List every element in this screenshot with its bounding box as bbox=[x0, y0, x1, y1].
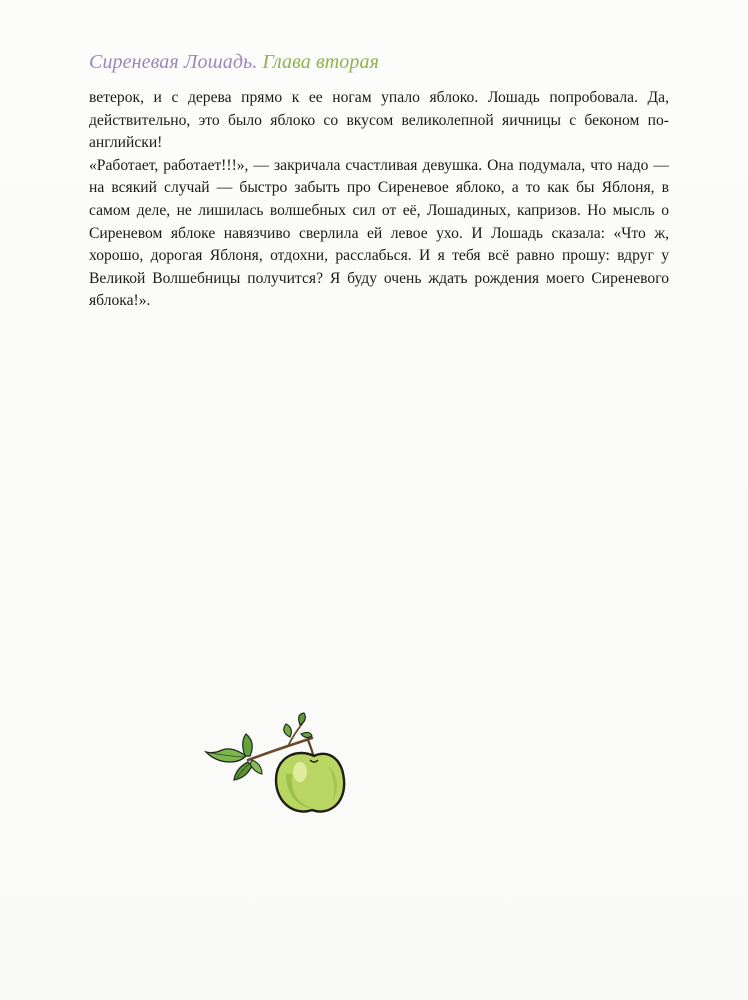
green-apple-with-leaves-icon bbox=[200, 712, 350, 817]
paragraph: «Работает, работает!!!», — закричала счастливая девушка. Она подумала, что надо — на всякий случай — быстро забыть про Сиреневое яблоко, а то как бы Яблоня, в самом деле, не лишилась волшебных сил от её, Лошадиных, капризов. Но мысль о Сиреневом яблоке навязчиво сверлила ей левое ухо. И Лошадь сказала: «Что ж, хорошо, дорогая Яблоня, отдохни, расслабься. И я тебя всё равно прошу: вдруг у Великой Волшебницы получится? Я буду очень ждать рождения моего Сиреневого яблока!». bbox=[89, 156, 669, 310]
chapter-title: Глава вторая bbox=[262, 51, 379, 73]
running-head bbox=[89, 51, 379, 74]
paragraph: ветерок, и с дерева прямо к ее ногам упало яблоко. Лошадь попробовала. Да, действительно, это было яблоко со вкусом великолепной яичницы с беконом по-английски! bbox=[89, 89, 669, 152]
body-text bbox=[89, 87, 669, 313]
book-title: Сиреневая Лошадь. bbox=[89, 51, 258, 73]
